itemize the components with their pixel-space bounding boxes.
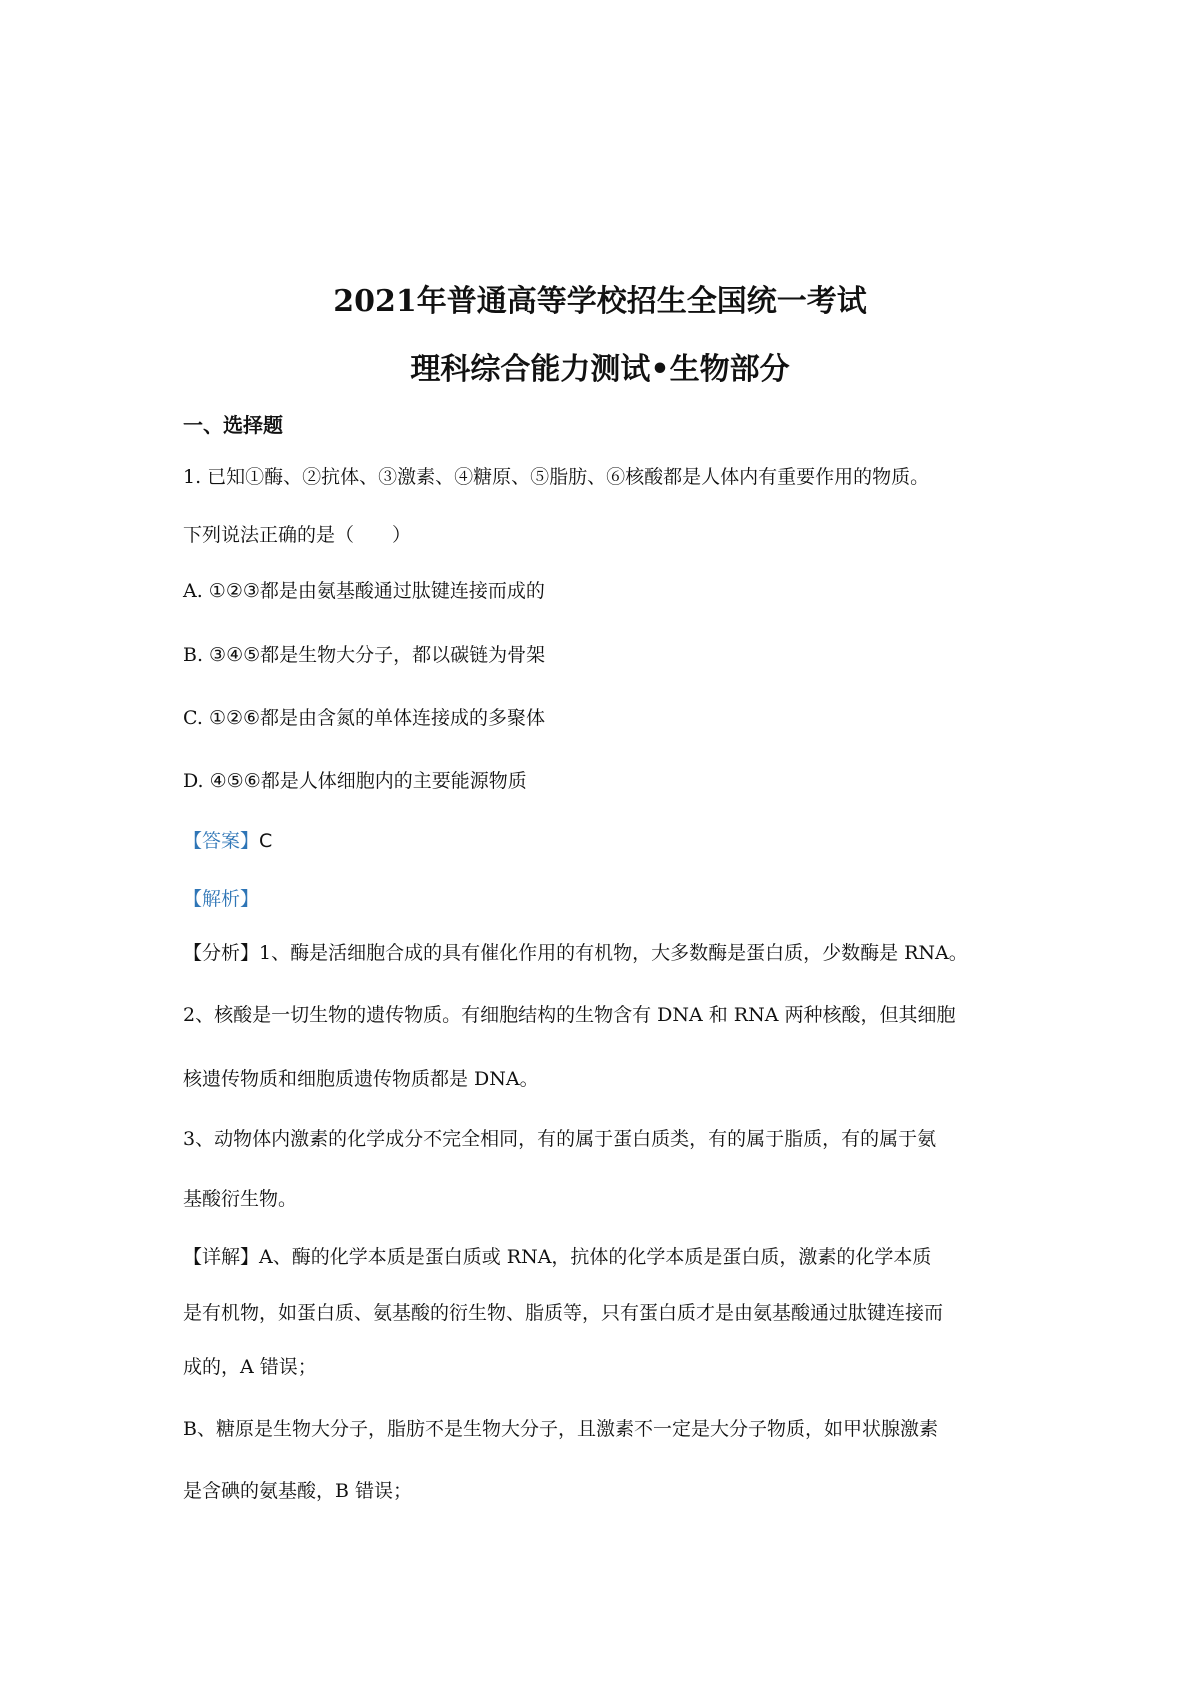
analysis-label: 【解析】	[183, 888, 260, 910]
analysis-line-4: 3、动物体内激素的化学成分不完全相同，有的属于蛋白质类，有的属于脂质，有的属于氨	[183, 1128, 937, 1150]
analysis-line-8: 成的，A 错误；	[183, 1356, 317, 1378]
exam-title: 2021年普通高等学校招生全国统一考试	[333, 284, 867, 319]
analysis-line-2: 2、核酸是一切生物的遗传物质。有细胞结构的生物含有 DNA 和 RNA 两种核酸，但其细胞	[183, 1004, 956, 1026]
analysis-line-3: 核遗传物质和细胞质遗传物质都是 DNA。	[183, 1068, 539, 1090]
analysis-line-1: 【分析】1、酶是活细胞合成的具有催化作用的有机物，大多数酶是蛋白质，少数酶是 RNA。	[183, 942, 968, 964]
analysis-line-7: 是有机物，如蛋白质、氨基酸的衍生物、脂质等，只有蛋白质才是由氨基酸通过肽键连接而	[183, 1302, 944, 1324]
answer-value: C	[259, 830, 273, 852]
question-stem-line-2: 下列说法正确的是（ ）	[183, 524, 412, 546]
option-d: D. ④⑤⑥都是人体细胞内的主要能源物质	[183, 770, 527, 792]
analysis-line-10: 是含碘的氨基酸，B 错误；	[183, 1480, 413, 1502]
answer-row	[183, 826, 272, 856]
answer-label: 【答案】	[183, 830, 260, 852]
option-c: C. ①②⑥都是由含氮的单体连接成的多聚体	[183, 707, 546, 729]
option-a: A. ①②③都是由氨基酸通过肽键连接而成的	[183, 580, 545, 602]
analysis-line-5: 基酸衍生物。	[183, 1188, 298, 1210]
section-heading: 一、选择题	[183, 413, 283, 437]
question-stem-line-1: 1. 已知①酶、②抗体、③激素、④糖原、⑤脂肪、⑥核酸都是人体内有重要作用的物质。	[183, 466, 930, 488]
analysis-line-6: 【详解】A、酶的化学本质是蛋白质或 RNA，抗体的化学本质是蛋白质，激素的化学本质	[183, 1246, 932, 1268]
analysis-line-9: B、糖原是生物大分子，脂肪不是生物大分子，且激素不一定是大分子物质，如甲状腺激素	[183, 1418, 938, 1440]
exam-subtitle: 理科综合能力测试•生物部分	[410, 352, 790, 387]
option-b: B. ③④⑤都是生物大分子，都以碳链为骨架	[183, 644, 546, 666]
